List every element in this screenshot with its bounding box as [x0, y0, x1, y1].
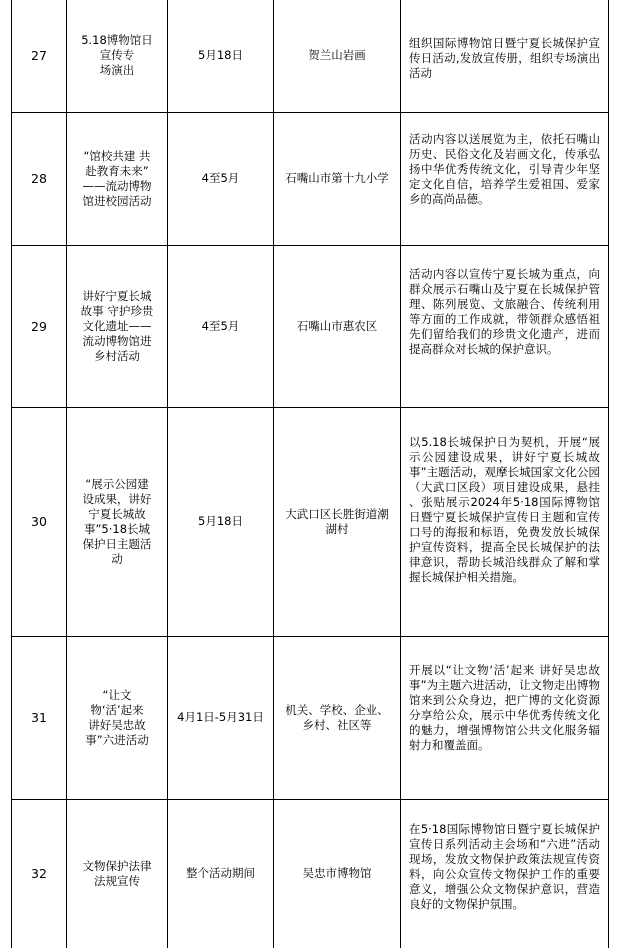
activity-place: 贺兰山岩画 [274, 0, 401, 112]
table-row [12, 0, 609, 112]
row-number: 27 [12, 0, 67, 112]
activity-place: 机关、学校、企业、乡村、社区等 [274, 636, 401, 799]
activity-name: “展示公园建 设成果，讲好 宁夏长城故 事”5·18长城 保护日主题活 动 [82, 476, 152, 566]
activity-name: 讲好宁夏长城 故事 守护珍贵 文化遗址—— 流动博物馆进 乡村活动 [80, 288, 154, 363]
table-row [12, 407, 609, 636]
activity-content: 开展以“让文物‘活’起来 讲好吴忠故事”为主题六进活动，让文物走出博物馆来到公众身边，把广博的文化资源分享给公众，展示中华优秀传统文化的魅力，增强博物馆公共文化服务辐射力和覆盖面。 [401, 636, 609, 799]
row-number: 31 [12, 636, 67, 799]
row-number: 30 [12, 407, 67, 636]
table-row [12, 799, 609, 948]
activity-place: 大武口区长胜街道潮湖村 [274, 407, 401, 636]
activity-content: 以5.18长城保护日为契机，开展“展示公园建设成果，讲好宁夏长城故事”主题活动，观摩长城国家文化公园（大武口区段）项目建设成果，悬挂 、张贴展示2024年5·18国际博物馆日暨宁夏长城保护宣传日主题和宣传口号的海报和标语，免费发放长城保护宣传资料，提高全民长城保护的法律意识，帮助长城沿线群众了解和掌握长城保护相关措施。 [401, 407, 609, 636]
activity-name: 5.18博物馆日 宣传专 场演出 [81, 33, 153, 78]
activity-content: 活动内容以宣传宁夏长城为重点，向群众展示石嘴山及宁夏在长城保护管理、陈列展览、文旅融合、传统利用等方面的工作成就，带领群众感悟祖先们留给我们的珍贵文化遗产，进而提高群众对长城的保护意识。 [401, 245, 609, 407]
activity-place: 吴忠市博物馆 [274, 799, 401, 948]
table-row [12, 112, 609, 245]
activity-place: 石嘴山市惠农区 [274, 245, 401, 407]
activity-name: 文物保护法律 法规宣传 [82, 858, 152, 888]
activity-name: “让文 物‘活’起来 讲好吴忠故 事”六进活动 [85, 687, 149, 747]
activity-time: 4至5月 [168, 245, 274, 407]
activity-content: 在5·18国际博物馆日暨宁夏长城保护宣传日系列活动主会场和“六进”活动现场，发放文物保护政策法规宣传资料，向公众宣传文物保护工作的重要意义，增强公众文物保护意识，营造良好的文物保护氛围。 [401, 799, 609, 948]
activity-content: 活动内容以送展览为主，依托石嘴山历史、民俗文化及岩画文化，传承弘扬中华优秀传统文化，引导青少年坚定文化自信，培养学生爱祖国、爱家乡的高尚品德。 [401, 112, 609, 245]
row-number: 32 [12, 799, 67, 948]
table-row [12, 636, 609, 799]
activity-time: 整个活动期间 [168, 799, 274, 948]
row-number: 29 [12, 245, 67, 407]
activity-time: 5月18日 [168, 407, 274, 636]
activity-content: 组织国际博物馆日暨宁夏长城保护宣传日活动,发放宣传册，组织专场演出活动 [401, 0, 609, 112]
table-row [12, 245, 609, 407]
activity-name: “馆校共建 共 赴教育未来” ——流动博物 馆进校园活动 [82, 148, 152, 208]
activity-time: 4至5月 [168, 112, 274, 245]
activity-time: 4月1日-5月31日 [168, 636, 274, 799]
row-number: 28 [12, 112, 67, 245]
activity-place: 石嘴山市第十九小学 [274, 112, 401, 245]
activity-time: 5月18日 [168, 0, 274, 112]
activity-table [11, 0, 609, 948]
